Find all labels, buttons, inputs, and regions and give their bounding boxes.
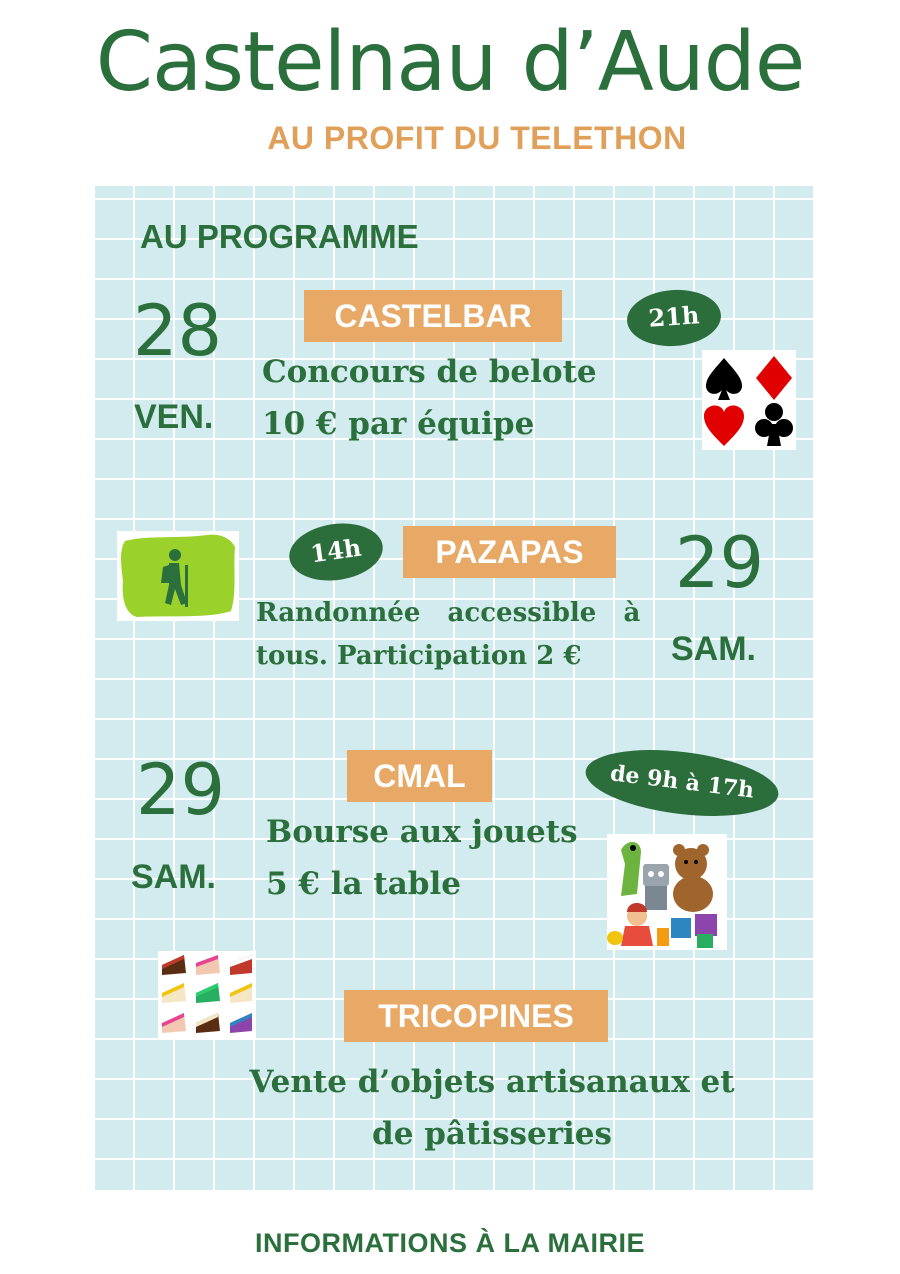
- event-day-number: 29: [136, 749, 226, 831]
- playing-card-suits-icon: [702, 350, 796, 450]
- hiker-icon: [117, 531, 239, 621]
- event-description-line1: Vente d’objets artisanaux et: [249, 1064, 735, 1100]
- program-heading: AU PROGRAMME: [140, 218, 419, 255]
- event-description-line2: tous. Participation 2 €: [256, 641, 582, 671]
- event-day-name: SAM.: [131, 858, 216, 896]
- page-subtitle: AU PROFIT DU TELETHON: [267, 120, 687, 156]
- event-day-name: VEN.: [134, 398, 214, 436]
- event-time-badge: 21h: [625, 287, 723, 349]
- event-description-line2: de pâtisseries: [372, 1116, 612, 1152]
- event-description-line1: Randonnée accessible à: [256, 598, 641, 628]
- event-description-line1: Bourse aux jouets: [266, 814, 578, 850]
- cakes-icon: [158, 951, 256, 1039]
- event-day-number: 28: [133, 290, 223, 372]
- event-organizer: TRICOPINES: [344, 990, 608, 1042]
- event-organizer: CMAL: [347, 750, 492, 802]
- event-day-number: 29: [675, 522, 765, 604]
- toys-icon: [607, 834, 727, 950]
- event-description-line2: 5 € la table: [266, 866, 461, 902]
- event-time-badge: 14h: [286, 518, 387, 587]
- event-day-name: SAM.: [671, 630, 756, 668]
- event-description-line2: 10 € par équipe: [262, 406, 535, 442]
- footer-info: INFORMATIONS À LA MAIRIE: [255, 1228, 645, 1258]
- event-organizer: PAZAPAS: [403, 526, 616, 578]
- event-time-badge: de 9h à 17h: [582, 740, 782, 825]
- event-description-line1: Concours de belote: [262, 354, 597, 390]
- event-organizer: CASTELBAR: [304, 290, 562, 342]
- page-title: Castelnau d’Aude: [95, 15, 805, 110]
